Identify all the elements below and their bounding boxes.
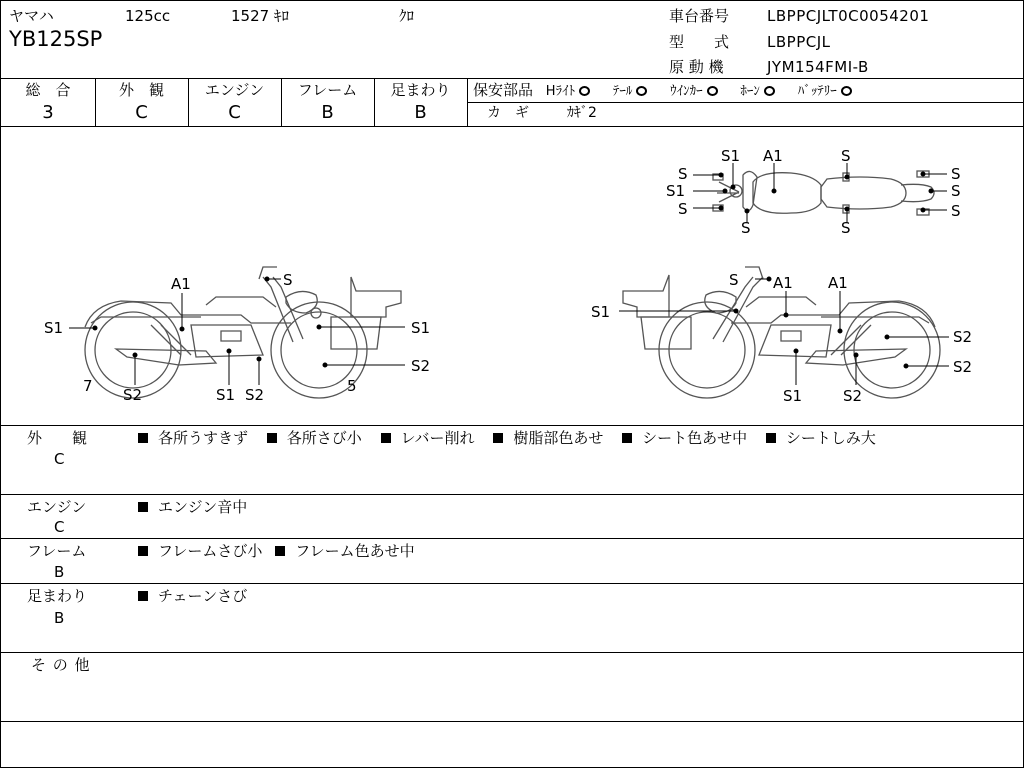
remark-item: チェーンさび	[158, 587, 248, 605]
divider	[1, 494, 1023, 495]
remark-item: 各所さび小	[286, 429, 362, 447]
bullet-square-icon	[138, 591, 148, 601]
bullet-square-icon	[138, 502, 148, 512]
right-label: A1	[828, 274, 848, 292]
remark-item: フレーム色あせ中	[295, 542, 415, 560]
mileage: 1527 ｷﾛ	[231, 7, 289, 25]
grade-label-frame: フレーム	[297, 81, 358, 99]
key-value: ｶｷﾞ2	[567, 105, 597, 121]
safety-parts-label: 保安部品	[473, 81, 534, 99]
right-label: A1	[773, 274, 793, 292]
maker: ヤマハ	[9, 7, 54, 25]
remark-item: シート色あせ中	[642, 429, 748, 447]
grade-value-overall: 3	[42, 102, 54, 123]
divider	[467, 102, 1023, 103]
safety-headlight-label: Hﾗｲﾄ	[545, 84, 576, 99]
right-label: S	[729, 271, 739, 289]
divider	[1, 721, 1023, 722]
remark-items-engine	[138, 498, 247, 516]
top-label: A1	[763, 147, 783, 165]
top-label: S	[678, 165, 688, 183]
remark-grade-exterior: C	[54, 450, 65, 468]
remark-items-frame	[138, 542, 415, 560]
ok-circle-icon	[636, 86, 647, 96]
safety-winker-label: ｳｲﾝｶｰ	[670, 84, 703, 99]
right-label: S1	[591, 303, 611, 321]
ok-circle-icon	[579, 86, 590, 96]
remark-item: フレームさび小	[158, 542, 263, 560]
top-label: S1	[666, 182, 686, 200]
remark-label-exterior: 外 観	[27, 429, 88, 447]
ok-circle-icon	[764, 86, 775, 96]
remark-item: シートしみ大	[785, 429, 876, 447]
color: ｸﾛ	[399, 7, 415, 25]
right-label: S1	[783, 387, 803, 405]
grade-value-exterior: C	[135, 102, 148, 123]
remark-items-suspension	[138, 587, 247, 605]
grade-value-frame: B	[321, 102, 334, 123]
remark-grade-engine: C	[54, 518, 65, 536]
divider	[467, 78, 468, 126]
remark-item: 各所うすきず	[158, 429, 249, 447]
grade-label-exterior: 外 観	[118, 81, 164, 99]
left-label: A1	[171, 275, 191, 293]
top-label: S	[841, 147, 851, 165]
frame-no: LBPPCJLT0C0054201	[767, 7, 930, 25]
left-label: S2	[123, 386, 143, 404]
remark-label-frame: フレーム	[27, 542, 87, 560]
bullet-square-icon	[622, 433, 632, 443]
ok-circle-icon	[841, 86, 852, 96]
top-label: S	[951, 182, 961, 200]
left-label: 5	[347, 377, 357, 395]
left-label: S2	[411, 357, 431, 375]
bullet-square-icon	[267, 433, 277, 443]
divider	[1, 538, 1023, 539]
left-label: S1	[411, 319, 431, 337]
engine-no: JYM154FMI-B	[767, 58, 869, 76]
right-label: S2	[843, 387, 863, 405]
remark-item: エンジン音中	[158, 498, 248, 516]
key-label: カ ギ	[487, 105, 529, 121]
bullet-square-icon	[138, 433, 148, 443]
top-label: S	[841, 219, 851, 237]
top-label: S	[951, 165, 961, 183]
grade-value-engine: C	[228, 102, 241, 123]
left-label: S1	[44, 319, 64, 337]
divider	[1, 425, 1023, 426]
top-label: S	[678, 200, 688, 218]
bullet-square-icon	[766, 433, 776, 443]
other-label: そ の 他	[31, 656, 90, 674]
top-label: S	[951, 202, 961, 220]
left-label: S2	[245, 386, 265, 404]
left-label: S1	[216, 386, 236, 404]
left-label: 7	[83, 377, 93, 395]
divider	[1, 652, 1023, 653]
safety-parts-row	[473, 80, 852, 102]
grade-label-engine: エンジン	[204, 81, 265, 99]
safety-battery-label: ﾊﾞｯﾃﾘｰ	[797, 84, 837, 99]
remark-grade-suspension: B	[54, 609, 65, 627]
ok-circle-icon	[707, 86, 718, 96]
grade-value-suspension: B	[414, 102, 427, 123]
motorcycle-top-view	[713, 171, 934, 215]
divider	[1, 78, 1023, 79]
engine-label: 原 動 機	[669, 58, 724, 76]
remark-items-exterior	[138, 429, 876, 447]
remark-label-suspension: 足まわり	[27, 587, 88, 605]
remark-grade-frame: B	[54, 563, 65, 581]
type-value: LBPPCJL	[767, 33, 831, 51]
type-label: 型 式	[669, 33, 730, 51]
divider	[1, 583, 1023, 584]
model-name: YB125SP	[9, 27, 103, 51]
top-label: S1	[721, 147, 741, 165]
right-label: S2	[953, 358, 973, 376]
safety-horn-label: ﾎｰﾝ	[740, 84, 760, 99]
bullet-square-icon	[493, 433, 503, 443]
right-label: S2	[953, 328, 973, 346]
safety-tail-label: ﾃｰﾙ	[612, 84, 633, 99]
remark-label-engine: エンジン	[27, 498, 87, 516]
grade-label-suspension: 足まわり	[390, 81, 451, 99]
grade-label-overall: 総 合	[25, 81, 71, 99]
frame-no-label: 車台番号	[669, 7, 730, 25]
displacement: 125cc	[125, 7, 171, 25]
remark-item: レバー削れ	[400, 429, 475, 447]
bullet-square-icon	[138, 546, 148, 556]
bullet-square-icon	[275, 546, 285, 556]
left-label: S	[283, 271, 293, 289]
remark-item: 樹脂部色あせ	[513, 429, 604, 447]
damage-diagram	[1, 127, 1023, 425]
bullet-square-icon	[381, 433, 391, 443]
top-label: S	[741, 219, 751, 237]
